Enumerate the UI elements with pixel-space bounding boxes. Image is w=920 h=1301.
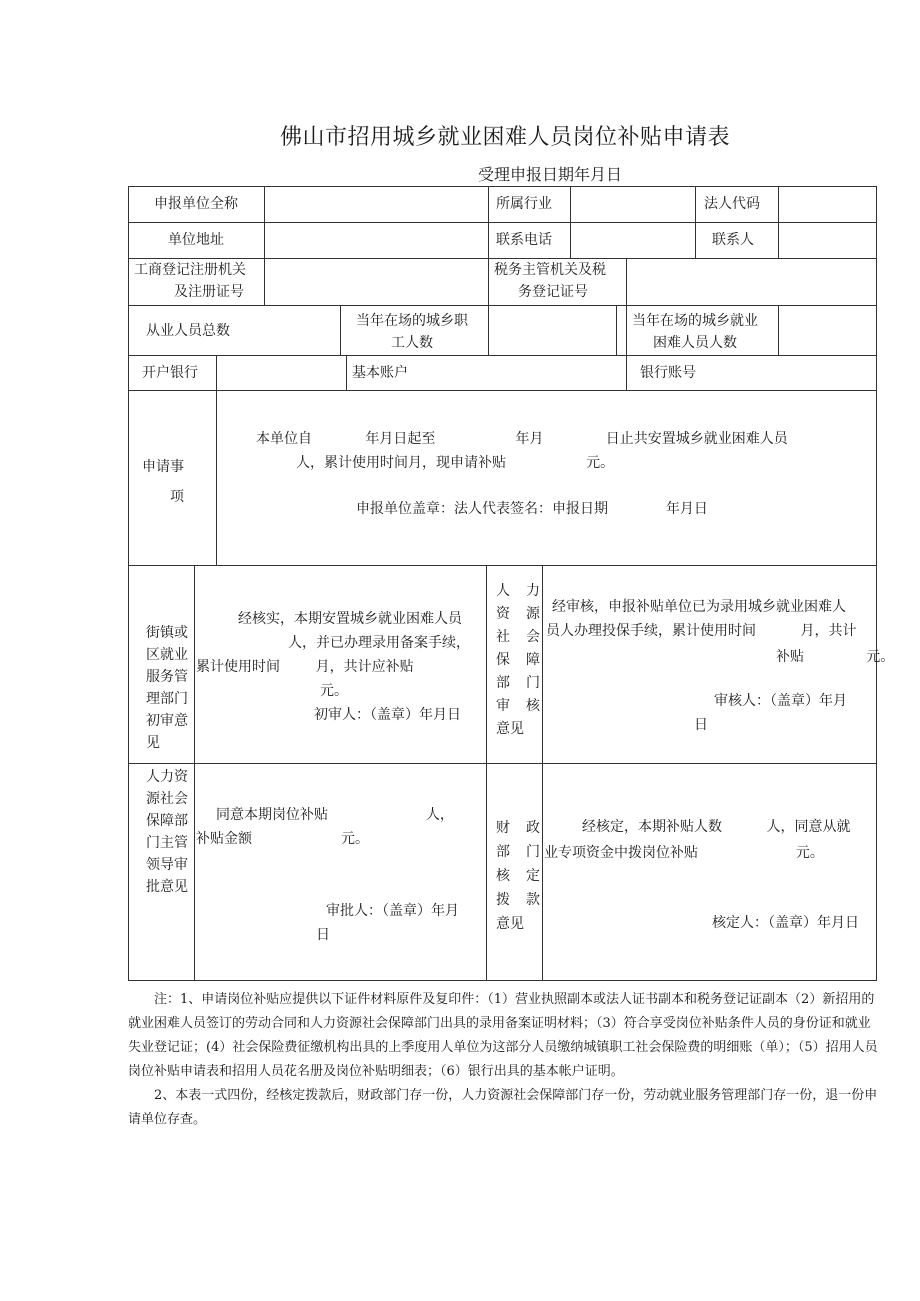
- hr-review-body-3: 补贴 元。: [776, 649, 895, 665]
- street-review-body-3: 累计使用时间 月，共计应补贴: [196, 659, 414, 675]
- total-staff-field[interactable]: [264, 310, 340, 350]
- basic-account-field[interactable]: [424, 362, 624, 384]
- industry-field[interactable]: [570, 193, 695, 215]
- finance-approval-body-1: 经核定，本期补贴人数 人，同意从就: [582, 819, 851, 835]
- hr-review-body-2: 员人办理投保手续，累计使用时间 月，共计: [546, 623, 857, 639]
- bank-label: 开户银行: [142, 365, 198, 381]
- note-1: 注：1、申请岗位补贴应提供以下证件材料原件及复印件：（1）营业执照副本或法人证书副本和税务登记证副本（2）新招用的就业困难人员签订的劳动合同和人力资源社会保障部门出具的录用备案证明材料；（3）符合享受岗位补贴条件人员的身份证和就业失业登记证；(4）社会保险费征缴机构出具的上季度用人单位为这部分人员缴纳城镇职工社会保险费的明细账（单）；（5）招用人员岗位补贴申请表和招用人员花名册及岗位补贴明细表；（6）银行出具的基本帐户证明。: [128, 992, 878, 1079]
- application-sign-line: 申报单位盖章：法人代表签名：申报日期 年月日: [356, 501, 708, 517]
- hr-review-sign-2: 日: [694, 717, 708, 733]
- finance-approval-sign: 核定人：（盖章）年月日: [712, 915, 859, 931]
- finance-approval-body-2: 业专项资金中拨岗位补贴 元。: [544, 845, 824, 861]
- tax-reg-label: 税务主管机关及税 务登记证号: [494, 262, 606, 300]
- street-review-body-1: 经核实，本期安置城乡就业困难人员: [238, 611, 462, 627]
- receipt-date: 受理申报日期年月日: [478, 165, 623, 184]
- street-review-sign: 初审人：（盖章）年月日: [314, 707, 461, 723]
- notes: [128, 988, 880, 1132]
- legal-code-label: 法人代码: [704, 196, 760, 212]
- hardship-staff-label: 当年在场的城乡就业 困难人员人数: [632, 313, 758, 351]
- bank-account-field[interactable]: [706, 362, 876, 384]
- urban-rural-staff-label: 当年在场的城乡职 工人数: [356, 313, 468, 351]
- hr-approval-body-2: 补贴金额 元。: [196, 831, 370, 847]
- hardship-staff-field[interactable]: [778, 310, 876, 350]
- business-reg-field[interactable]: [264, 262, 488, 302]
- tax-reg-field[interactable]: [626, 262, 876, 302]
- application-body-line-2: 人，累计使用时间月，现申请补贴 元。: [296, 455, 615, 471]
- street-review-label: 街镇或 区就业 服务管 理部门 初审意 见: [146, 625, 188, 751]
- unit-name-label: 申报单位全称: [154, 196, 238, 212]
- contact-field[interactable]: [778, 229, 876, 251]
- industry-label: 所属行业: [496, 196, 552, 212]
- hr-approval-body-1: 同意本期岗位补贴 人，: [216, 807, 454, 823]
- application-body-line-1: 本单位自 年月日起至 年月 日止共安置城乡就业困难人员: [256, 431, 788, 447]
- hr-approval-sign-2: 日: [316, 927, 330, 943]
- note-2: 2、本表一式四份，经核定拨款后，财政部门存一份，人力资源社会保障部门存一份，劳动就业服务管理部门存一份，退一份申请单位存查。: [128, 1088, 878, 1127]
- hr-review-sign-1: 审核人：（盖章）年月: [714, 693, 847, 709]
- legal-code-field[interactable]: [778, 193, 876, 215]
- address-label: 单位地址: [168, 232, 224, 248]
- hr-review-body-1: 经审核，申报补贴单位已为录用城乡就业困难人: [552, 599, 846, 615]
- application-label: 申请事 项: [142, 459, 184, 505]
- total-staff-label: 从业人员总数: [146, 323, 230, 339]
- contact-label: 联系人: [712, 232, 754, 248]
- urban-rural-staff-field[interactable]: [488, 310, 616, 350]
- phone-label: 联系电话: [496, 232, 552, 248]
- phone-field[interactable]: [570, 229, 695, 251]
- form-title: 佛山市招用城乡就业困难人员岗位补贴申请表: [279, 125, 730, 150]
- street-review-body-4: 元。: [320, 683, 348, 699]
- unit-name-field[interactable]: [264, 193, 488, 215]
- finance-approval-label: 财 政 部 门 核 定 拨 款 意见: [496, 820, 540, 932]
- hr-approval-sign-1: 审批人：（盖章）年月: [326, 903, 459, 919]
- address-field[interactable]: [264, 229, 488, 251]
- hr-review-label: 人 力 资 源 社 会 保 障 部 门 审 核 意见: [496, 583, 540, 737]
- bank-field[interactable]: [216, 362, 346, 384]
- basic-account-label: 基本账户: [352, 365, 408, 381]
- bank-account-label: 银行账号: [640, 365, 696, 381]
- hr-approval-label: 人力资 源社会 保障部 门主管 领导审 批意见: [146, 769, 188, 895]
- street-review-body-2: 人，并已办理录用备案手续，: [288, 635, 470, 651]
- business-reg-label: 工商登记注册机关 及注册证号: [134, 262, 246, 300]
